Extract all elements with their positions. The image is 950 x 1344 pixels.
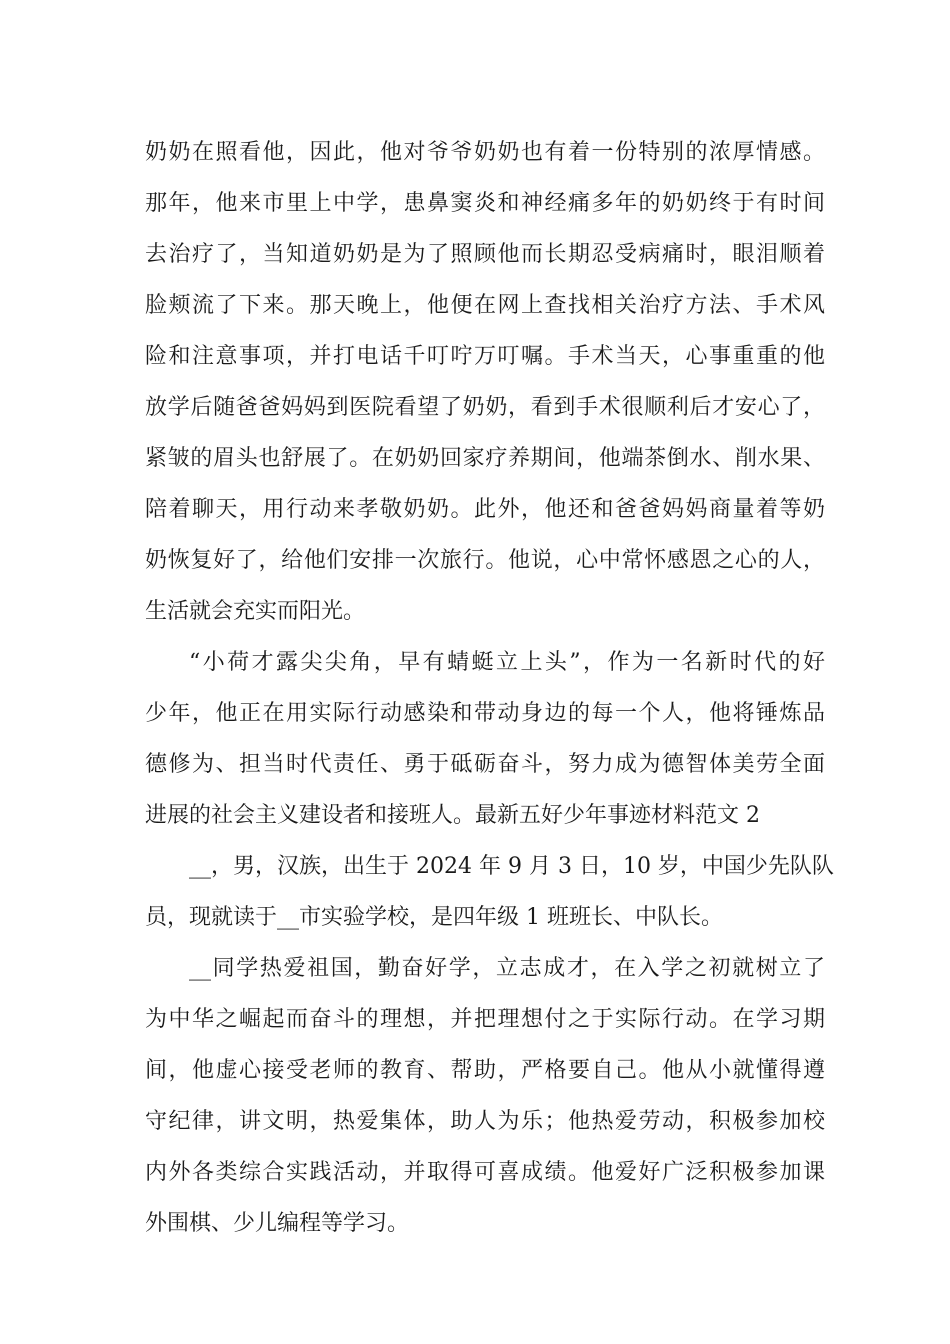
text-line: 员，现就读于__市实验学校，是四年级 1 班班长、中队长。 — [145, 905, 723, 930]
document-body — [145, 127, 834, 1249]
text-line: 守纪律，讲文明，热爱集体，助人为乐；他热爱劳动，积极参加校 — [145, 1109, 825, 1134]
text-line: 内外各类综合实践活动，并取得可喜成绩。他爱好广泛积极参加课 — [145, 1160, 825, 1185]
text-line: 脸颊流了下来。那天晚上，他便在网上查找相关治疗方法、手术风 — [145, 293, 825, 318]
text-line: 少年，他正在用实际行动感染和带动身边的每一个人，他将锤炼品 — [145, 701, 825, 726]
text-line: 陪着聊天，用行动来孝敬奶奶。此外，他还和爸爸妈妈商量着等奶 — [145, 497, 825, 522]
text-line: 为中华之崛起而奋斗的理想，并把理想付之于实际行动。在学习期 — [145, 1007, 825, 1032]
text-line: __同学热爱祖国，勤奋好学，立志成才，在入学之初就树立了 — [189, 956, 825, 981]
text-line: 德修为、担当时代责任、勇于砥砺奋斗，努力成为德智体美劳全面 — [145, 752, 825, 777]
text-line: 进展的社会主义建设者和接班人。最新五好少年事迹材料范文 2 — [145, 803, 760, 828]
text-line: “小荷才露尖尖角，早有蜻蜓立上头”，作为一名新时代的好 — [189, 650, 825, 675]
text-line: 紧皱的眉头也舒展了。在奶奶回家疗养期间，他端茶倒水、削水果、 — [145, 446, 825, 471]
text-line: 险和注意事项，并打电话千叮咛万叮嘱。手术当天，心事重重的他 — [145, 344, 825, 369]
text-line: 间，他虚心接受老师的教育、帮助，严格要自己。他从小就懂得遵 — [145, 1058, 825, 1083]
text-line: 那年，他来市里上中学，患鼻窦炎和神经痛多年的奶奶终于有时间 — [145, 191, 825, 216]
text-line: 生活就会充实而阳光。 — [145, 599, 366, 624]
text-line: __，男，汉族，出生于 2024 年 9 月 3 日，10 岁，中国少先队队 — [189, 854, 834, 879]
text-line: 奶奶在照看他，因此，他对爷爷奶奶也有着一份特别的浓厚情感。 — [145, 140, 825, 165]
text-line: 去治疗了，当知道奶奶是为了照顾他而长期忍受病痛时，眼泪顺着 — [145, 242, 825, 267]
text-line: 奶恢复好了，给他们安排一次旅行。他说，心中常怀感恩之心的人， — [145, 548, 825, 573]
text-line: 外围棋、少儿编程等学习。 — [145, 1211, 410, 1236]
text-line: 放学后随爸爸妈妈到医院看望了奶奶，看到手术很顺利后才安心了， — [145, 395, 825, 420]
